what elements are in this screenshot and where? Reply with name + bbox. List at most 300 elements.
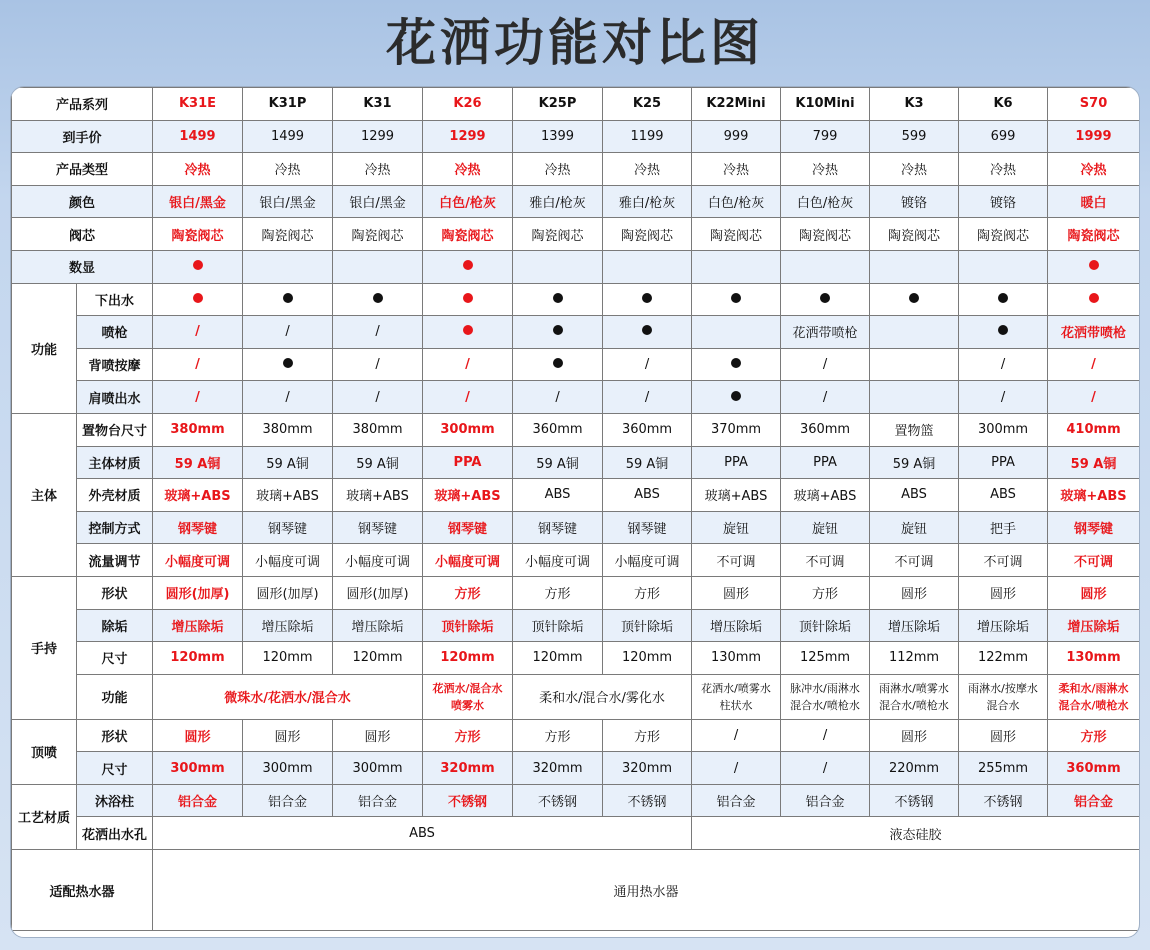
mode-line: 喷雾水 [451, 698, 485, 712]
cell-func-gun [423, 316, 513, 349]
cell-hand-modes-s70 [1048, 674, 1140, 719]
cell-top-shape: 圆形 [243, 719, 333, 752]
cell-body-flow: 不可调 [870, 544, 959, 577]
cell-body-material: 59 A铜 [243, 446, 333, 479]
cell-hand-shape: 圆形 [870, 576, 959, 609]
header-row [12, 88, 1140, 121]
cell-func-gun [603, 316, 692, 349]
cell-valve: 陶瓷阀芯 [1048, 218, 1140, 251]
row-hand-modes [12, 674, 1140, 719]
cell-body-shelf: 410mm [1048, 413, 1140, 446]
cell-valve: 陶瓷阀芯 [692, 218, 781, 251]
cell-func-gun [513, 316, 603, 349]
dot-icon [1089, 260, 1099, 270]
cell-price: 599 [870, 120, 959, 153]
mode-line: 柱状水 [719, 698, 753, 712]
cell-body-control: 旋钮 [692, 511, 781, 544]
model-name: K31 [333, 88, 423, 121]
dot-icon [193, 293, 203, 303]
dot-icon [553, 293, 563, 303]
row-body-material [12, 446, 1140, 479]
row-hand-shape [12, 576, 1140, 609]
cell-color: 白色/枪灰 [423, 185, 513, 218]
cell-hand-modes-k3 [870, 674, 959, 719]
model-name: S70 [1048, 88, 1140, 121]
cell-hand-shape: 方形 [513, 576, 603, 609]
cell-price: 1499 [153, 120, 243, 153]
cell-top-shape: 圆形 [870, 719, 959, 752]
cell-func-gun: 花洒带喷枪 [781, 316, 870, 349]
cell-body-material: 59 A铜 [513, 446, 603, 479]
cell-hand-size: 112mm [870, 642, 959, 675]
cell-hand-scale: 顶针除垢 [781, 609, 870, 642]
cell-func-gun: 花洒带喷枪 [1048, 316, 1140, 349]
cell-color: 银白/黑金 [153, 185, 243, 218]
heater-label: 适配热水器 [12, 850, 153, 931]
cell-func-gun: / [333, 316, 423, 349]
cell-func-bottom [870, 283, 959, 316]
sub-label: 形状 [77, 719, 153, 752]
cell-valve: 陶瓷阀芯 [243, 218, 333, 251]
cell-func-shoulder: / [153, 381, 243, 414]
dot-icon [1089, 293, 1099, 303]
cell-body-control: 钢琴键 [513, 511, 603, 544]
cell-valve: 陶瓷阀芯 [423, 218, 513, 251]
dot-icon [820, 293, 830, 303]
cell-body-control: 钢琴键 [153, 511, 243, 544]
cell-color: 白色/枪灰 [692, 185, 781, 218]
sub-label: 控制方式 [77, 511, 153, 544]
group-label-craft: 工艺材质 [12, 784, 77, 849]
row-label: 到手价 [12, 120, 153, 153]
sub-label: 肩喷出水 [77, 381, 153, 414]
cell-body-shelf: 360mm [603, 413, 692, 446]
row-type [12, 153, 1140, 186]
cell-hand-scale: 增压除垢 [870, 609, 959, 642]
dot-icon [463, 325, 473, 335]
cell-body-material: PPA [692, 446, 781, 479]
cell-body-shelf: 380mm [243, 413, 333, 446]
cell-body-shell: ABS [959, 479, 1048, 512]
cell-hand-modes-k26 [423, 674, 513, 719]
cell-body-flow: 不可调 [959, 544, 1048, 577]
cell-body-shelf: 置物篮 [870, 413, 959, 446]
cell-price: 1499 [243, 120, 333, 153]
cell-body-control: 钢琴键 [1048, 511, 1140, 544]
dot-icon [998, 325, 1008, 335]
cell-craft-pole: 铝合金 [153, 784, 243, 817]
cell-func-back: / [423, 348, 513, 381]
dot-icon [463, 260, 473, 270]
sub-label: 流量调节 [77, 544, 153, 577]
cell-func-gun [959, 316, 1048, 349]
cell-func-shoulder: / [243, 381, 333, 414]
cell-display [870, 250, 959, 283]
cell-craft-holes-left: ABS [153, 817, 692, 850]
group-label-body: 主体 [12, 413, 77, 576]
cell-display [243, 250, 333, 283]
cell-craft-pole: 不锈钢 [423, 784, 513, 817]
cell-price: 1199 [603, 120, 692, 153]
cell-price: 1399 [513, 120, 603, 153]
cell-type: 冷热 [959, 153, 1048, 186]
comparison-table [11, 87, 1140, 931]
cell-func-shoulder: / [423, 381, 513, 414]
row-hand-size [12, 642, 1140, 675]
cell-top-size: 360mm [1048, 752, 1140, 785]
cell-body-material: 59 A铜 [1048, 446, 1140, 479]
cell-body-control: 把手 [959, 511, 1048, 544]
cell-price: 1299 [423, 120, 513, 153]
cell-price: 699 [959, 120, 1048, 153]
cell-body-control: 钢琴键 [333, 511, 423, 544]
cell-valve: 陶瓷阀芯 [959, 218, 1048, 251]
cell-top-size: 300mm [153, 752, 243, 785]
cell-hand-size: 125mm [781, 642, 870, 675]
cell-display [603, 250, 692, 283]
cell-hand-shape: 圆形(加厚) [333, 576, 423, 609]
cell-func-back: / [959, 348, 1048, 381]
cell-hand-scale: 增压除垢 [153, 609, 243, 642]
cell-top-shape: 圆形 [333, 719, 423, 752]
cell-func-back [692, 348, 781, 381]
cell-body-material: PPA [781, 446, 870, 479]
cell-color: 镀铬 [959, 185, 1048, 218]
cell-func-shoulder: / [1048, 381, 1140, 414]
cell-top-shape: 方形 [513, 719, 603, 752]
model-name: K3 [870, 88, 959, 121]
cell-body-material: 59 A铜 [153, 446, 243, 479]
row-craft-pole [12, 784, 1140, 817]
dot-icon [553, 358, 563, 368]
cell-display [1048, 250, 1140, 283]
cell-type: 冷热 [870, 153, 959, 186]
cell-func-bottom [513, 283, 603, 316]
dot-icon [998, 293, 1008, 303]
cell-func-gun [870, 316, 959, 349]
cell-hand-shape: 方形 [423, 576, 513, 609]
cell-top-shape: 方形 [423, 719, 513, 752]
cell-price: 1299 [333, 120, 423, 153]
cell-type: 冷热 [781, 153, 870, 186]
cell-body-material: 59 A铜 [333, 446, 423, 479]
cell-price: 799 [781, 120, 870, 153]
cell-body-control: 钢琴键 [243, 511, 333, 544]
cell-func-gun: / [153, 316, 243, 349]
cell-craft-pole: 不锈钢 [603, 784, 692, 817]
cell-body-shelf: 380mm [333, 413, 423, 446]
cell-body-flow: 不可调 [1048, 544, 1140, 577]
mode-line: 脉冲水/雨淋水 [790, 681, 860, 695]
cell-top-size: 300mm [333, 752, 423, 785]
cell-body-flow: 不可调 [692, 544, 781, 577]
cell-body-shell: ABS [870, 479, 959, 512]
cell-hand-scale: 增压除垢 [243, 609, 333, 642]
cell-top-size: / [781, 752, 870, 785]
cell-color: 银白/黑金 [243, 185, 333, 218]
cell-func-shoulder: / [603, 381, 692, 414]
cell-top-size: 300mm [243, 752, 333, 785]
dot-icon [283, 358, 293, 368]
cell-func-bottom [153, 283, 243, 316]
cell-display [333, 250, 423, 283]
cell-body-flow: 小幅度可调 [603, 544, 692, 577]
cell-body-shell: ABS [513, 479, 603, 512]
cell-func-back [870, 348, 959, 381]
cell-func-back: / [603, 348, 692, 381]
cell-type: 冷热 [423, 153, 513, 186]
cell-hand-scale: 增压除垢 [959, 609, 1048, 642]
cell-top-size: 320mm [513, 752, 603, 785]
model-name: K25 [603, 88, 692, 121]
cell-body-shell: 玻璃+ABS [243, 479, 333, 512]
cell-craft-pole: 铝合金 [692, 784, 781, 817]
cell-valve: 陶瓷阀芯 [781, 218, 870, 251]
cell-hand-modes-k6 [959, 674, 1048, 719]
row-display [12, 250, 1140, 283]
cell-top-shape: 方形 [1048, 719, 1140, 752]
model-name: K31P [243, 88, 333, 121]
dot-icon [373, 293, 383, 303]
cell-type: 冷热 [692, 153, 781, 186]
cell-func-back: / [781, 348, 870, 381]
dot-icon [731, 391, 741, 401]
row-body-shelf [12, 413, 1140, 446]
cell-body-control: 钢琴键 [423, 511, 513, 544]
cell-type: 冷热 [153, 153, 243, 186]
cell-top-shape: / [781, 719, 870, 752]
cell-color: 白色/枪灰 [781, 185, 870, 218]
cell-body-flow: 小幅度可调 [333, 544, 423, 577]
model-name: K10Mini [781, 88, 870, 121]
mode-line: 混合水/喷枪水 [1058, 698, 1129, 712]
cell-display [959, 250, 1048, 283]
cell-hand-size: 120mm [603, 642, 692, 675]
model-name: K25P [513, 88, 603, 121]
cell-type: 冷热 [333, 153, 423, 186]
cell-body-control: 旋钮 [781, 511, 870, 544]
cell-type: 冷热 [513, 153, 603, 186]
cell-func-bottom [781, 283, 870, 316]
cell-body-shelf: 380mm [153, 413, 243, 446]
sub-label: 背喷按摩 [77, 348, 153, 381]
cell-func-bottom [959, 283, 1048, 316]
row-hand-scale [12, 609, 1140, 642]
dot-icon [193, 260, 203, 270]
cell-hand-scale: 顶针除垢 [603, 609, 692, 642]
dot-icon [283, 293, 293, 303]
cell-func-bottom [1048, 283, 1140, 316]
cell-body-flow: 小幅度可调 [243, 544, 333, 577]
cell-craft-pole: 铝合金 [1048, 784, 1140, 817]
cell-hand-scale: 顶针除垢 [423, 609, 513, 642]
heater-value: 通用热水器 [153, 850, 1140, 931]
cell-hand-size: 120mm [333, 642, 423, 675]
cell-hand-scale: 顶针除垢 [513, 609, 603, 642]
mode-line: 混合水 [986, 698, 1020, 712]
cell-body-control: 钢琴键 [603, 511, 692, 544]
cell-body-flow: 小幅度可调 [423, 544, 513, 577]
row-body-control [12, 511, 1140, 544]
cell-top-shape: 圆形 [959, 719, 1048, 752]
cell-hand-size: 120mm [153, 642, 243, 675]
cell-price: 999 [692, 120, 781, 153]
cell-body-control: 旋钮 [870, 511, 959, 544]
sub-label: 主体材质 [77, 446, 153, 479]
cell-craft-holes-right: 液态硅胶 [692, 817, 1140, 850]
cell-body-material: PPA [423, 446, 513, 479]
cell-body-flow: 小幅度可调 [153, 544, 243, 577]
mode-line: 花洒水/喷雾水 [701, 681, 771, 695]
cell-func-bottom [243, 283, 333, 316]
dot-icon [642, 325, 652, 335]
cell-hand-scale: 增压除垢 [333, 609, 423, 642]
cell-color: 暖白 [1048, 185, 1140, 218]
cell-display [781, 250, 870, 283]
sub-label: 下出水 [77, 283, 153, 316]
row-heater [12, 850, 1140, 931]
cell-body-shell: 玻璃+ABS [423, 479, 513, 512]
cell-body-material: 59 A铜 [603, 446, 692, 479]
dot-icon [731, 293, 741, 303]
cell-hand-shape: 圆形(加厚) [243, 576, 333, 609]
cell-type: 冷热 [243, 153, 333, 186]
cell-hand-modes-k31: 微珠水/花洒水/混合水 [153, 674, 423, 719]
model-name: K6 [959, 88, 1048, 121]
sub-label: 形状 [77, 576, 153, 609]
row-body-flow [12, 544, 1140, 577]
cell-price: 1999 [1048, 120, 1140, 153]
sub-label: 外壳材质 [77, 479, 153, 512]
cell-craft-pole: 不锈钢 [870, 784, 959, 817]
dot-icon [463, 293, 473, 303]
cell-body-material: PPA [959, 446, 1048, 479]
cell-type: 冷热 [1048, 153, 1140, 186]
model-name: K22Mini [692, 88, 781, 121]
cell-func-back: / [153, 348, 243, 381]
cell-hand-shape: 圆形(加厚) [153, 576, 243, 609]
dot-icon [909, 293, 919, 303]
cell-func-bottom [692, 283, 781, 316]
cell-body-shelf: 300mm [959, 413, 1048, 446]
sub-label: 花洒出水孔 [77, 817, 153, 850]
row-valve [12, 218, 1140, 251]
cell-top-shape: / [692, 719, 781, 752]
row-top-size [12, 752, 1140, 785]
row-func-gun [12, 316, 1140, 349]
cell-hand-size: 120mm [243, 642, 333, 675]
mode-line: 花洒水/混合水 [432, 681, 503, 695]
cell-body-shelf: 360mm [781, 413, 870, 446]
cell-top-size: 320mm [423, 752, 513, 785]
row-label: 数显 [12, 250, 153, 283]
row-color [12, 185, 1140, 218]
cell-body-flow: 小幅度可调 [513, 544, 603, 577]
row-price [12, 120, 1140, 153]
mode-line: 雨淋水/喷雾水 [879, 681, 949, 695]
sub-label: 尺寸 [77, 752, 153, 785]
cell-hand-size: 120mm [423, 642, 513, 675]
cell-hand-size: 130mm [1048, 642, 1140, 675]
sub-label: 沐浴柱 [77, 784, 153, 817]
row-top-shape [12, 719, 1140, 752]
cell-func-shoulder: / [513, 381, 603, 414]
cell-func-bottom [333, 283, 423, 316]
cell-body-shell: ABS [603, 479, 692, 512]
cell-body-shelf: 360mm [513, 413, 603, 446]
cell-body-shell: 玻璃+ABS [153, 479, 243, 512]
mode-line: 柔和水/雨淋水 [1058, 681, 1129, 695]
cell-hand-modes-k25: 柔和水/混合水/雾化水 [513, 674, 692, 719]
sub-label: 除垢 [77, 609, 153, 642]
group-label-func: 功能 [12, 283, 77, 413]
cell-func-shoulder [870, 381, 959, 414]
cell-hand-shape: 方形 [781, 576, 870, 609]
cell-craft-pole: 铝合金 [781, 784, 870, 817]
cell-func-shoulder: / [333, 381, 423, 414]
cell-top-size: / [692, 752, 781, 785]
cell-display [153, 250, 243, 283]
cell-hand-scale: 增压除垢 [1048, 609, 1140, 642]
row-body-shell [12, 479, 1140, 512]
cell-color: 镀铬 [870, 185, 959, 218]
dot-icon [731, 358, 741, 368]
cell-body-shell: 玻璃+ABS [1048, 479, 1140, 512]
cell-valve: 陶瓷阀芯 [513, 218, 603, 251]
sub-label: 功能 [77, 674, 153, 719]
model-name: K26 [423, 88, 513, 121]
cell-valve: 陶瓷阀芯 [870, 218, 959, 251]
cell-hand-shape: 方形 [603, 576, 692, 609]
cell-hand-size: 120mm [513, 642, 603, 675]
cell-body-shell: 玻璃+ABS [781, 479, 870, 512]
mode-line: 雨淋水/按摩水 [968, 681, 1038, 695]
cell-color: 雅白/枪灰 [603, 185, 692, 218]
cell-top-shape: 方形 [603, 719, 692, 752]
cell-craft-pole: 铝合金 [333, 784, 423, 817]
cell-valve: 陶瓷阀芯 [603, 218, 692, 251]
sub-label: 尺寸 [77, 642, 153, 675]
cell-body-shelf: 300mm [423, 413, 513, 446]
cell-top-size: 320mm [603, 752, 692, 785]
cell-display [423, 250, 513, 283]
dot-icon [553, 325, 563, 335]
cell-body-flow: 不可调 [781, 544, 870, 577]
cell-func-shoulder: / [959, 381, 1048, 414]
cell-hand-modes-k22 [692, 674, 781, 719]
cell-body-shell: 玻璃+ABS [333, 479, 423, 512]
cell-body-shelf: 370mm [692, 413, 781, 446]
cell-func-gun [692, 316, 781, 349]
row-label: 产品类型 [12, 153, 153, 186]
cell-func-back [513, 348, 603, 381]
dot-icon [642, 293, 652, 303]
cell-body-shell: 玻璃+ABS [692, 479, 781, 512]
cell-func-gun: / [243, 316, 333, 349]
header-label: 产品系列 [12, 88, 153, 121]
model-name: K31E [153, 88, 243, 121]
cell-top-size: 255mm [959, 752, 1048, 785]
cell-func-bottom [423, 283, 513, 316]
cell-hand-shape: 圆形 [1048, 576, 1140, 609]
cell-display [513, 250, 603, 283]
cell-func-back [243, 348, 333, 381]
row-label: 颜色 [12, 185, 153, 218]
row-func-shoulder [12, 381, 1140, 414]
cell-craft-pole: 铝合金 [243, 784, 333, 817]
cell-hand-size: 130mm [692, 642, 781, 675]
cell-hand-scale: 增压除垢 [692, 609, 781, 642]
